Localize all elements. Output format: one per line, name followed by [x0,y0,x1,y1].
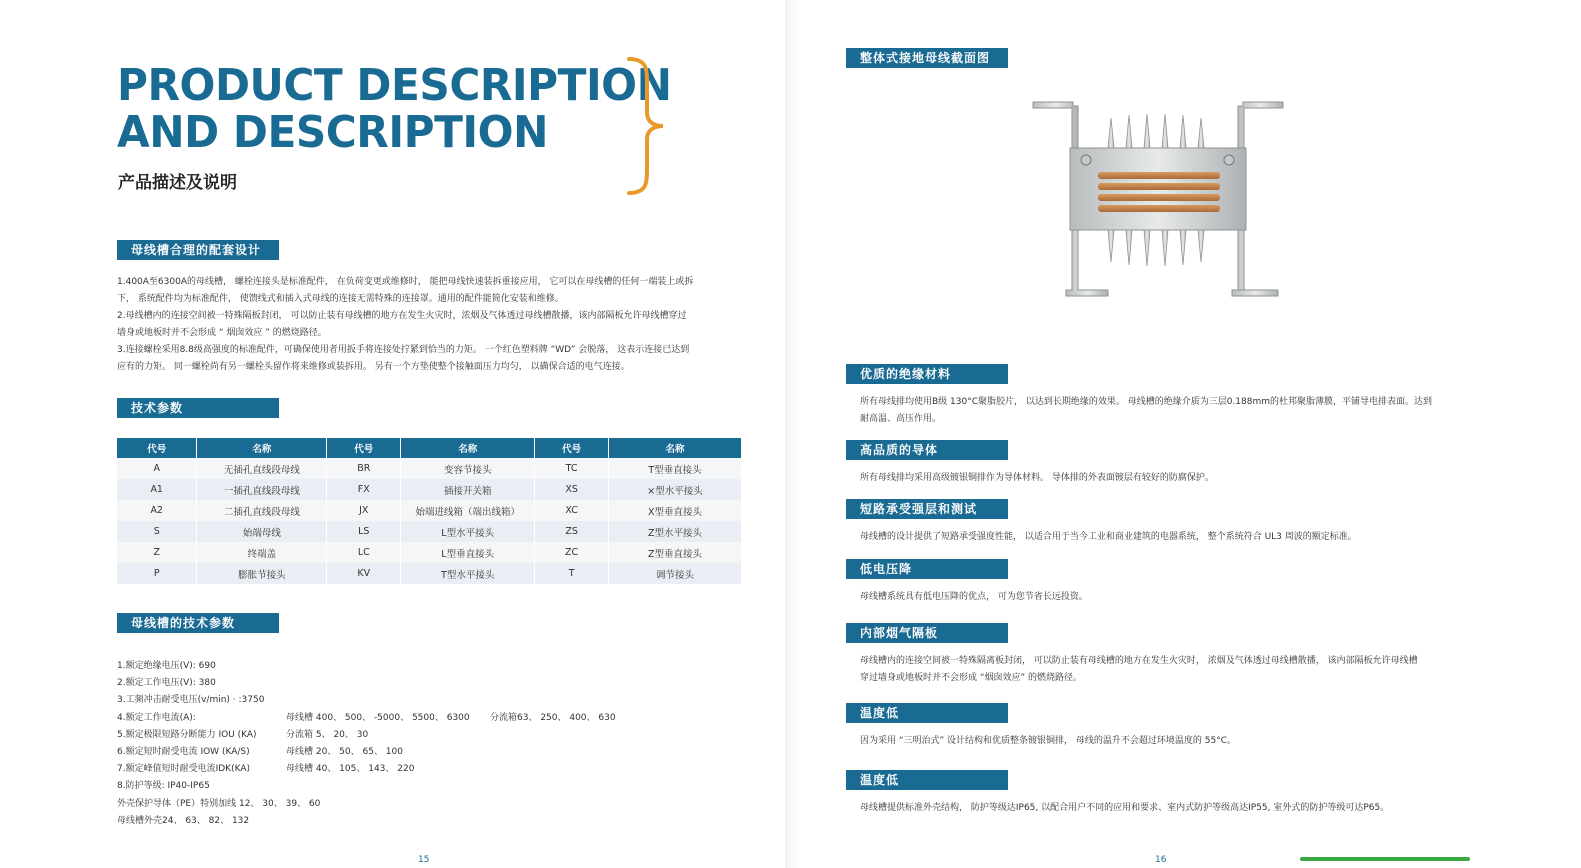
section-label: 短路承受强层和测试 [846,499,1008,519]
table-cell: S [117,521,197,542]
spec-text: 分流箱63、 250、 400、 630 [490,712,616,723]
section-paragraph [860,394,1490,428]
section-label: 温度低 [846,770,1008,790]
spec-text: 母线槽 20、 50、 65、 100 [286,746,403,757]
spec-row [117,692,320,709]
spec-text: 2.额定工作电压(V): 380 [117,678,216,689]
spec-row [117,761,415,778]
paragraph-line: 母线槽提供标准外壳结构， 防护等级达IP65, 以配合用户不同的应用和要求、室内式防护等级高达IP55, 室外式的防护等级可达P65。 [860,803,1390,813]
page-subtitle: 产品描述及说明 [118,173,237,193]
paragraph-line: 母线槽内的连接空间被一特殊隔离板封闭， 可以防止装有母线槽的地方在发生火灾时， 浓烟及气体透过母线槽散播， 该内部隔板允许母线槽 [860,656,1418,666]
table-cell: T [535,563,609,584]
table-row [117,521,742,542]
table-cell: 变容节接头 [401,458,535,479]
table-row [117,563,742,584]
col-header: 名称 [401,438,535,458]
table-cell: T型垂直接头 [609,458,742,479]
orange-brace-decoration [625,55,670,197]
table-row [117,479,742,500]
paragraph-line: 所有母线排均使用B级 130°C聚脂胶片， 以达到长期绝缘的效果。 母线槽的绝缘介质为三层0.188mm的杜邦聚脂薄膜，平铺导电排表面。达到 [860,397,1433,407]
table-row [117,458,742,479]
table-cell: 二插孔直线段母线 [197,500,327,521]
table-cell: XC [535,500,609,521]
table-cell: JX [327,500,401,521]
table-header-row [117,438,742,458]
col-header: 代号 [117,438,197,458]
spec-text: 6.额定短时耐受电流 IOW (KA/S) [117,746,250,757]
spec-row [117,796,320,813]
parameters-table [117,438,742,584]
section-label-tech-params: 技术参数 [117,398,279,418]
section-label: 高品质的导体 [846,440,1008,460]
spec-row [117,744,403,761]
section-label-busway-params: 母线槽的技术参数 [117,613,279,633]
table-cell: FX [327,479,401,500]
spec-text: 3.工频冲击耐受电压(v/min) · :3750 [117,695,265,706]
table-cell: A2 [117,500,197,521]
paragraph-line: 母线槽的设计提供了短路承受强度性能， 以适合用于当今工业和商业建筑的电器系统， 整个系统符合 UL3 周波的额定标准。 [860,532,1357,542]
table-cell: ×型水平接头 [609,479,742,500]
table-cell: A1 [117,479,197,500]
spec-row [117,727,369,744]
table-cell: L型水平接头 [401,521,535,542]
spec-text: 7.额定峰值短时耐受电流IDK(KA) [117,764,250,775]
section-paragraph [860,653,1490,687]
spec-text: 外壳保护导体（PE）特别加线 12、 30、 39、 60 [117,798,321,809]
page-gutter [785,0,800,868]
table-cell: ZS [535,521,609,542]
spec-row [117,675,320,692]
table-row [117,500,742,521]
table-cell: 膨胀节接头 [197,563,327,584]
table-row [117,542,742,563]
design-paragraphs [117,274,757,376]
table-cell: XS [535,479,609,500]
spec-text: 5.额定极限短路分断能力 IOU (KA) [117,729,257,740]
paragraph-line: 穿过墙身或地板时并不会形成 “烟囱效应” 的燃烧路径。 [860,673,1083,683]
table-cell: X型垂直接头 [609,500,742,521]
title-line-2: AND DESCRIPTION [117,107,548,158]
spec-text: 母线槽 400、 500、 -5000、 5500、 6300 [286,712,470,723]
spec-text: 母线槽 40、 105、 143、 220 [286,764,415,775]
paragraph-line: 墙身或地板时并不会形成 “ 烟囱效应 ” 的燃烧路径。 [117,328,327,338]
table-cell: ZC [535,542,609,563]
paragraph-line: 因为采用 “三明治式” 设计结构和优质整条镀银铜排， 母线的温升不会超过环境温度的 55°C。 [860,736,1237,746]
page-number-right: 16 [1155,855,1167,865]
section-paragraph [860,589,1490,606]
spec-row [117,778,320,795]
left-page [55,0,785,868]
table-cell: LC [327,542,401,563]
table-cell: KV [327,563,401,584]
section-paragraph [860,470,1490,487]
paragraph-line: 耐高温、高压作用。 [860,414,942,424]
paragraph-line: 1.400A至6300A的母线槽， 螺栓连接头是标准配件， 在负荷变更或维修时， 能把母线快速装拆重接应用， 它可以在母线槽的任何一端装上或拆 [117,277,694,287]
table-cell: Z型垂直接头 [609,542,742,563]
col-header: 代号 [535,438,609,458]
table-cell: Z [117,542,197,563]
paragraph-line: 母线槽系统具有低电压降的优点， 可为您节省长远投资。 [860,592,1088,602]
section-paragraph [860,529,1490,546]
table-cell: 调节接头 [609,563,742,584]
table-cell: 一插孔直线段母线 [197,479,327,500]
table-cell: 插接开关箱 [401,479,535,500]
table-cell: 始端母线 [197,521,327,542]
table-cell: A [117,458,197,479]
table-cell: Z型水平接头 [609,521,742,542]
busbar-cross-section-image [1028,90,1288,305]
spec-row [117,710,616,727]
table-cell: TC [535,458,609,479]
section-label: 优质的绝缘材料 [846,364,1008,384]
table-cell: BR [327,458,401,479]
paragraph-line: 所有母线排均采用高级镀银铜排作为导体材料。 导体排的外表面镀层有较好的防腐保护。 [860,473,1214,483]
table-cell: P [117,563,197,584]
table-cell: L型垂直接头 [401,542,535,563]
section-paragraph [860,733,1490,750]
paragraph-line: 3.连接螺栓采用8.8级高强度的标准配件，可确保使用者用扳手将连接处拧紧到恰当的力矩。 一个红色塑料牌 “WD” 会脱落， 这表示连接已达到 [117,345,690,355]
spec-text: 分流箱 5、 20、 30 [286,729,369,740]
title-line-1: PRODUCT DESCRIPTION [117,60,672,111]
figure-label: 整体式接地母线截面图 [846,48,1008,68]
right-page [800,0,1530,868]
table-cell: 始端进线箱（端出线箱） [401,500,535,521]
section-label: 内部烟气隔板 [846,623,1008,643]
page-number-left: 15 [418,855,430,865]
paragraph-line: 2.母线槽内的连接空间被一特殊隔板封闭， 可以防止装有母线槽的地方在发生火灾时，浓烟及气体透过母线槽散播，该内部隔板允许母线槽穿过 [117,311,687,321]
paragraph-line: 下， 系统配件均为标准配件， 使馈线式和插入式母线的连接无需特殊的连接罩。通用的配件能简化安装和维修。 [117,294,564,304]
col-header: 代号 [327,438,401,458]
page-title [117,62,671,156]
col-header: 名称 [197,438,327,458]
spec-text: 8.防护等级: IP40-IP65 [117,781,210,792]
section-label-design: 母线槽合理的配套设计 [117,240,279,260]
table-cell: 终端盖 [197,542,327,563]
section-label: 低电压降 [846,559,1008,579]
section-paragraph [860,800,1490,817]
section-label: 温度低 [846,703,1008,723]
col-header: 名称 [609,438,742,458]
spec-text: 4.额定工作电流(A): [117,712,196,723]
spec-row [117,813,320,830]
spec-text: 1.额定绝缘电压(V): 690 [117,661,216,671]
paragraph-line: 应有的力矩。 同一螺栓尚有另一螺栓头留作将来维修或装拆用。 另有一个方垫使整个接触面压力均匀， 以确保合适的电气连接。 [117,362,630,372]
table-cell: 无插孔直线段母线 [197,458,327,479]
spec-text: 母线槽外壳24、 63、 82、 132 [117,815,250,826]
table-cell: T型水平接头 [401,563,535,584]
green-decorative-line [1300,857,1470,861]
table-cell: LS [327,521,401,542]
spec-list [117,658,616,830]
spec-row [117,658,320,675]
